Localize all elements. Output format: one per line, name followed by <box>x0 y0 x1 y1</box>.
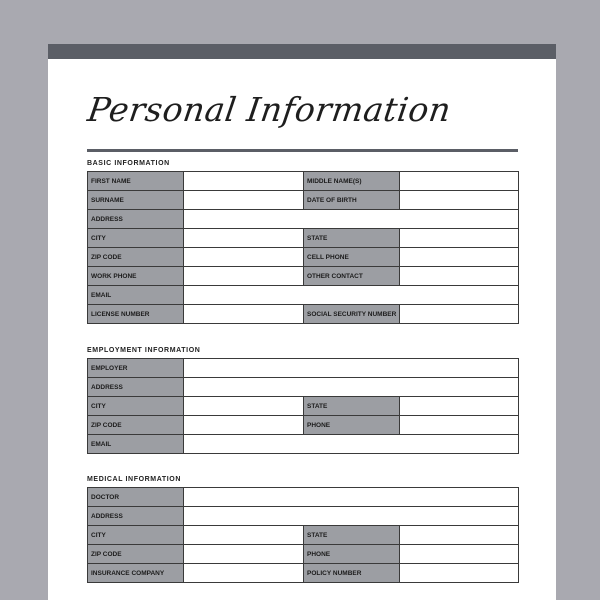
table-row <box>88 248 519 267</box>
table-row <box>88 416 519 435</box>
other-contact-field[interactable] <box>400 267 519 286</box>
basic-info-heading: BASIC INFORMATION <box>87 160 170 167</box>
table-row <box>88 229 519 248</box>
policy-number-field[interactable] <box>400 564 519 583</box>
work-phone-field[interactable] <box>184 267 304 286</box>
medical-zip-field[interactable] <box>184 545 304 564</box>
ssn-label: SOCIAL SECURITY NUMBER <box>304 305 400 324</box>
header-band <box>48 44 556 59</box>
table-row <box>88 286 519 305</box>
medical-address-field[interactable] <box>184 507 519 526</box>
first-name-field[interactable] <box>184 172 304 191</box>
table-row <box>88 545 519 564</box>
employment-email-label: EMAIL <box>88 435 184 454</box>
employment-email-field[interactable] <box>184 435 519 454</box>
other-contact-label: OTHER CONTACT <box>304 267 400 286</box>
doctor-field[interactable] <box>184 488 519 507</box>
employment-phone-label: PHONE <box>304 416 400 435</box>
employment-state-field[interactable] <box>400 397 519 416</box>
table-row <box>88 172 519 191</box>
employment-info-heading: EMPLOYMENT INFORMATION <box>87 347 201 354</box>
table-row <box>88 267 519 286</box>
date-of-birth-field[interactable] <box>400 191 519 210</box>
employment-info-table <box>87 358 519 454</box>
table-row <box>88 526 519 545</box>
table-row <box>88 359 519 378</box>
table-row <box>88 488 519 507</box>
medical-state-label: STATE <box>304 526 400 545</box>
insurance-company-label: INSURANCE COMPANY <box>88 564 184 583</box>
cell-phone-label: CELL PHONE <box>304 248 400 267</box>
table-row <box>88 191 519 210</box>
medical-city-field[interactable] <box>184 526 304 545</box>
employment-address-label: ADDRESS <box>88 378 184 397</box>
employment-city-label: CITY <box>88 397 184 416</box>
work-phone-label: WORK PHONE <box>88 267 184 286</box>
medical-state-field[interactable] <box>400 526 519 545</box>
city-label: CITY <box>88 229 184 248</box>
medical-phone-label: PHONE <box>304 545 400 564</box>
table-row <box>88 378 519 397</box>
ssn-field[interactable] <box>400 305 519 324</box>
email-field[interactable] <box>184 286 519 305</box>
insurance-company-field[interactable] <box>184 564 304 583</box>
license-number-label: LICENSE NUMBER <box>88 305 184 324</box>
table-row <box>88 210 519 229</box>
table-row <box>88 397 519 416</box>
license-number-field[interactable] <box>184 305 304 324</box>
medical-address-label: ADDRESS <box>88 507 184 526</box>
middle-names-field[interactable] <box>400 172 519 191</box>
employment-address-field[interactable] <box>184 378 519 397</box>
address-label: ADDRESS <box>88 210 184 229</box>
doctor-label: DOCTOR <box>88 488 184 507</box>
medical-info-heading: MEDICAL INFORMATION <box>87 476 181 483</box>
table-row <box>88 564 519 583</box>
form-page <box>48 44 556 600</box>
state-label: STATE <box>304 229 400 248</box>
email-label: EMAIL <box>88 286 184 305</box>
employment-state-label: STATE <box>304 397 400 416</box>
date-of-birth-label: DATE OF BIRTH <box>304 191 400 210</box>
zip-code-label: ZIP CODE <box>88 248 184 267</box>
address-field[interactable] <box>184 210 519 229</box>
employment-zip-label: ZIP CODE <box>88 416 184 435</box>
city-field[interactable] <box>184 229 304 248</box>
medical-zip-label: ZIP CODE <box>88 545 184 564</box>
table-row <box>88 507 519 526</box>
employment-phone-field[interactable] <box>400 416 519 435</box>
table-row <box>88 305 519 324</box>
medical-info-table <box>87 487 519 583</box>
medical-city-label: CITY <box>88 526 184 545</box>
first-name-label: FIRST NAME <box>88 172 184 191</box>
employer-field[interactable] <box>184 359 519 378</box>
medical-phone-field[interactable] <box>400 545 519 564</box>
table-row <box>88 435 519 454</box>
basic-info-table <box>87 171 519 324</box>
cell-phone-field[interactable] <box>400 248 519 267</box>
employment-city-field[interactable] <box>184 397 304 416</box>
policy-number-label: POLICY NUMBER <box>304 564 400 583</box>
employer-label: EMPLOYER <box>88 359 184 378</box>
page-title: Personal Information <box>85 90 454 129</box>
surname-label: SURNAME <box>88 191 184 210</box>
zip-code-field[interactable] <box>184 248 304 267</box>
employment-zip-field[interactable] <box>184 416 304 435</box>
title-divider <box>87 149 518 152</box>
middle-names-label: MIDDLE NAME(S) <box>304 172 400 191</box>
surname-field[interactable] <box>184 191 304 210</box>
state-field[interactable] <box>400 229 519 248</box>
